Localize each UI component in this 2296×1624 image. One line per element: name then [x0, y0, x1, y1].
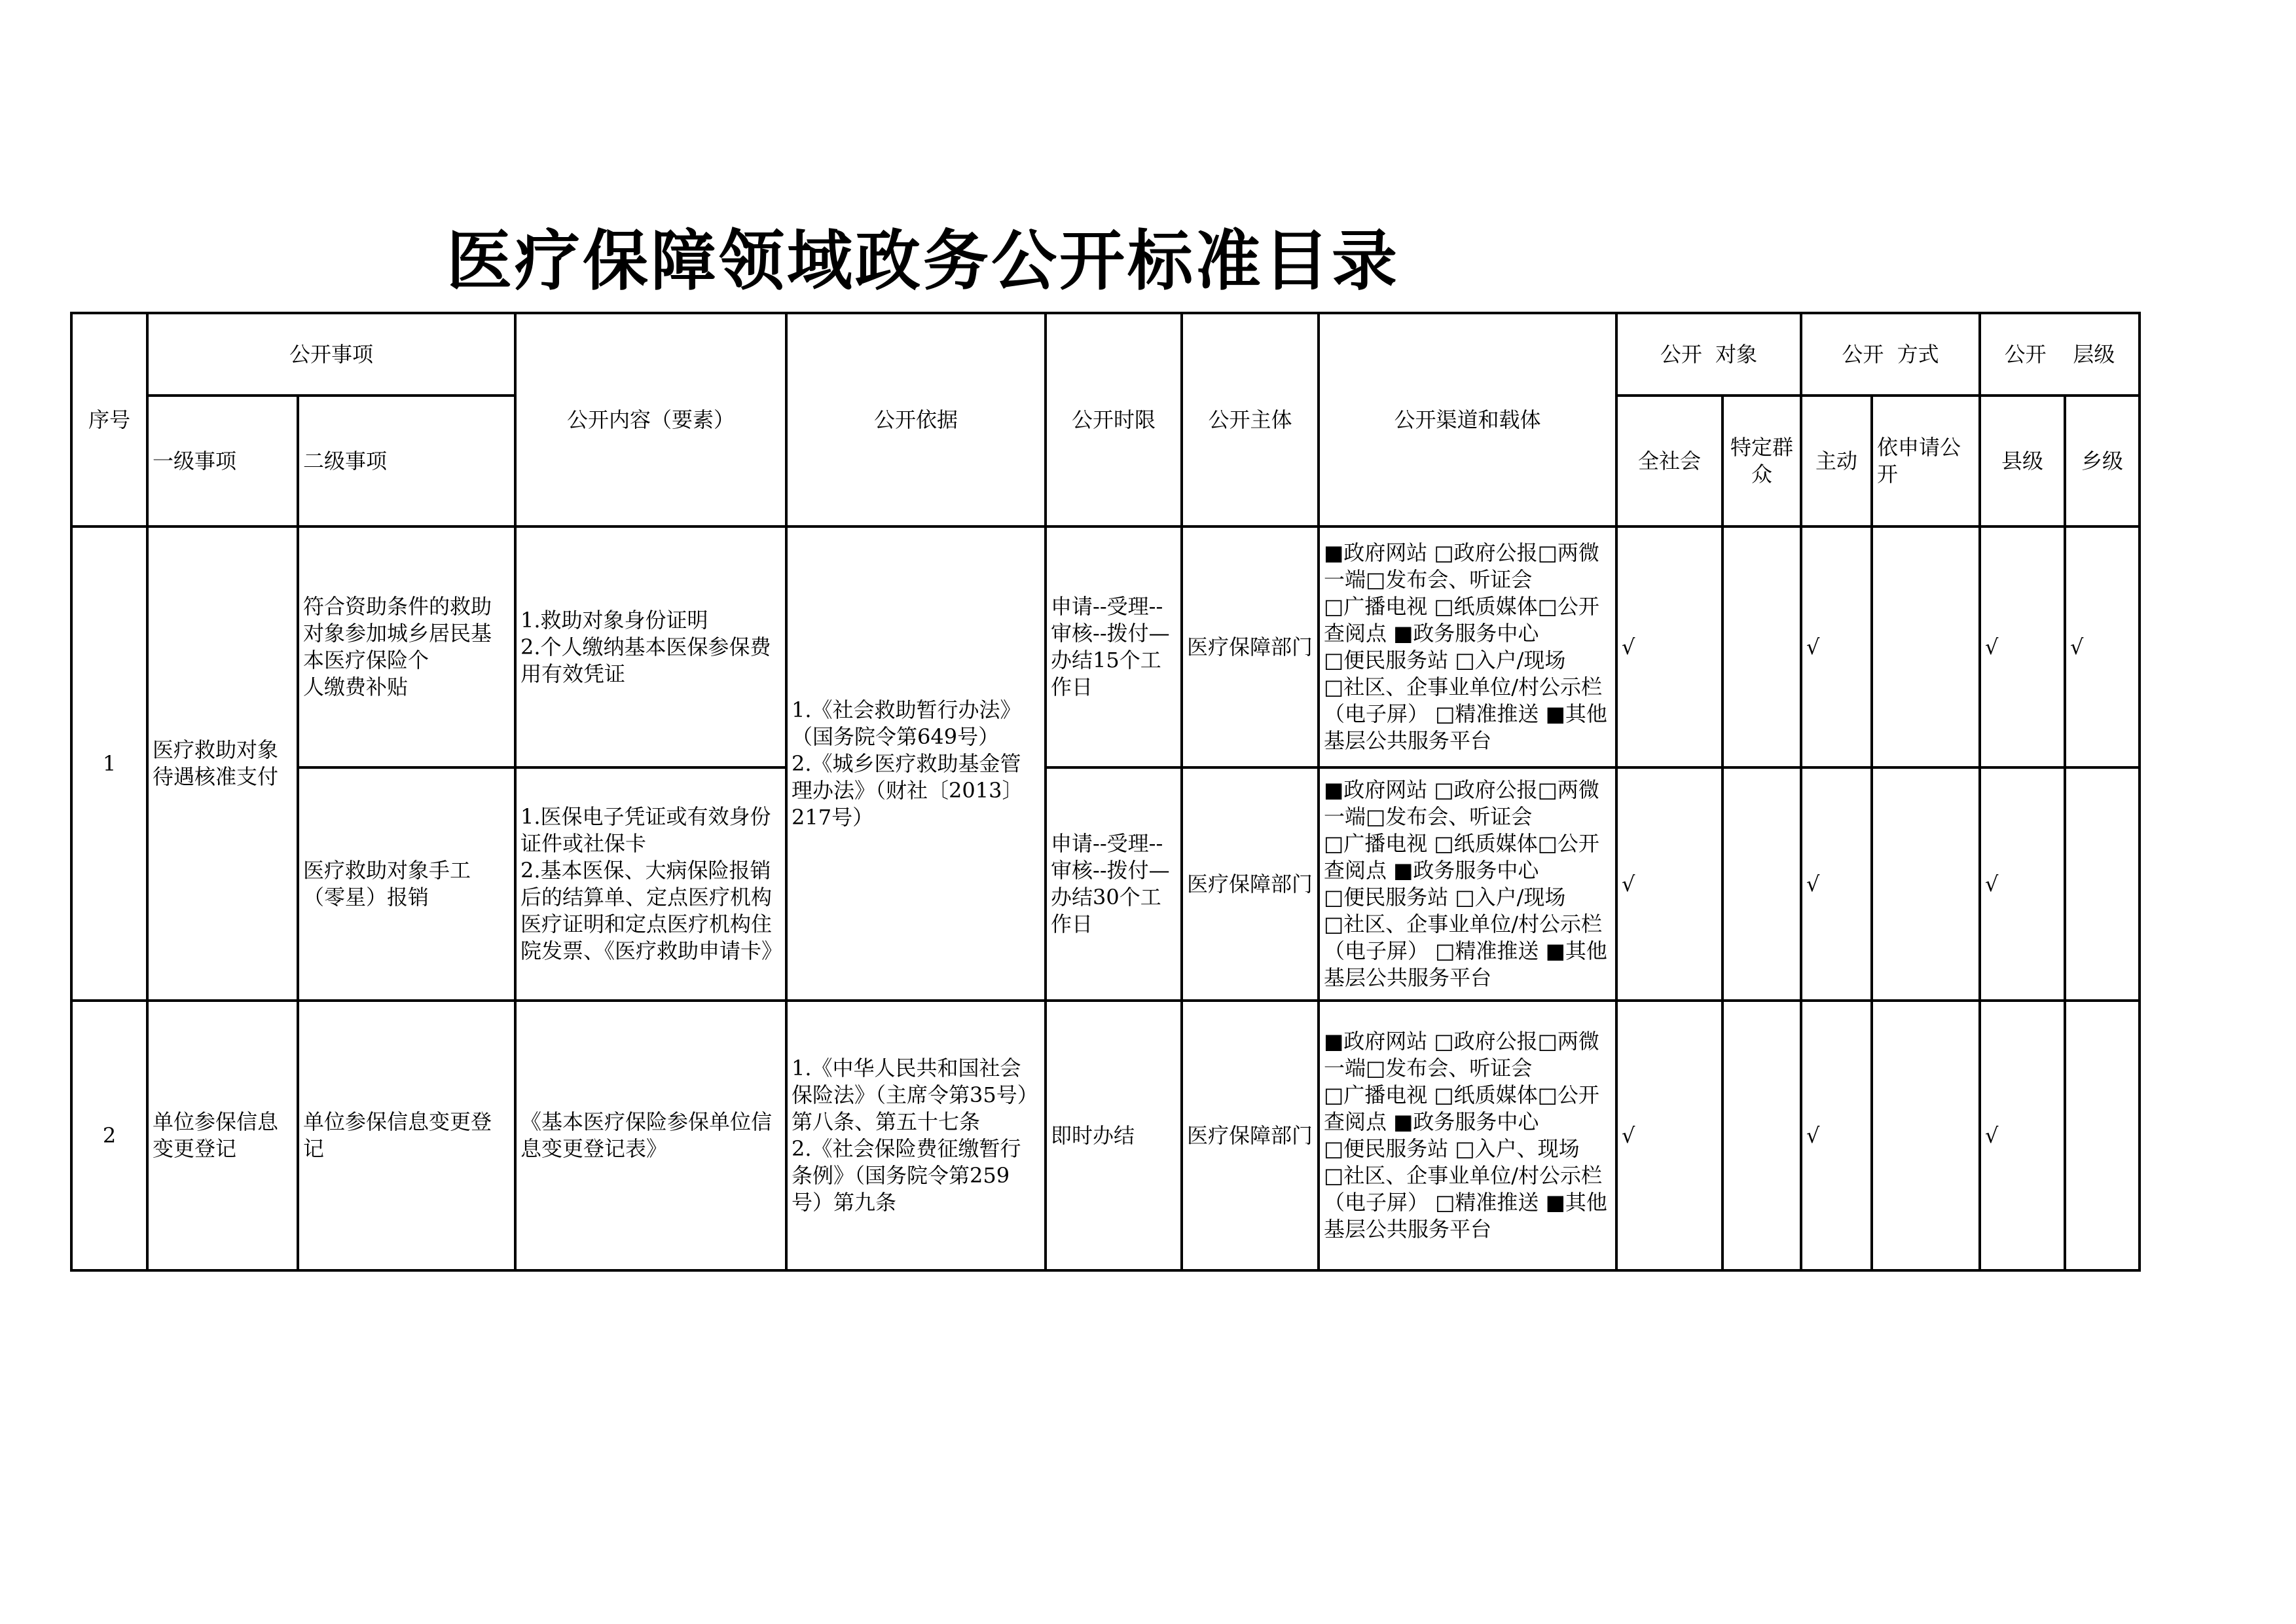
row-mode-request — [1872, 526, 1980, 767]
row-time-limit: 即时办结 — [1046, 1001, 1182, 1270]
header-seq: 序号 — [71, 313, 147, 526]
row-target-specific — [1722, 1001, 1801, 1270]
header-level-county: 县级 — [1980, 396, 2065, 526]
row-level-county: √ — [1980, 526, 2065, 767]
header-target-all: 全社会 — [1616, 396, 1722, 526]
row-subject: 医疗保障部门 — [1182, 767, 1319, 1001]
row-subject: 医疗保障部门 — [1182, 526, 1319, 767]
row-subject: 医疗保障部门 — [1182, 1001, 1319, 1270]
row-level-town — [2065, 767, 2140, 1001]
row-level-town: √ — [2065, 526, 2140, 767]
row-mode-active: √ — [1801, 1001, 1872, 1270]
row-target-all: √ — [1616, 767, 1722, 1001]
row-content: 1.救助对象身份证明 2.个人缴纳基本医保参保费用有效凭证 — [515, 526, 786, 767]
row-target-specific — [1722, 526, 1801, 767]
row-level-county: √ — [1980, 767, 2065, 1001]
row-level2: 符合资助条件的救助对象参加城乡居民基本医疗保险个 人缴费补贴 — [298, 526, 515, 767]
header-time-limit: 公开时限 — [1046, 313, 1182, 526]
row-channels: ■政府网站 □政府公报□两微一端□发布会、听证会 □广播电视 □纸质媒体□公开查阅点 ■政务服务中心 □便民服务站 □入户/现场 □社区、企事业单位/村公示栏（电子屏） □精准推送 ■其他基层公共服务平台 — [1319, 767, 1616, 1001]
row-content: 《基本医疗保险参保单位信息变更登记表》 — [515, 1001, 786, 1270]
row-seq: 2 — [71, 1001, 147, 1270]
row-time-limit: 申请--受理--审核--拨付— 办结30个工作日 — [1046, 767, 1182, 1001]
table-row — [71, 526, 2140, 767]
row-target-all: √ — [1616, 526, 1722, 767]
header-mode-request: 依申请公开 — [1872, 396, 1980, 526]
header-target-specific: 特定群众 — [1722, 396, 1801, 526]
header-mode-active: 主动 — [1801, 396, 1872, 526]
row-mode-request — [1872, 1001, 1980, 1270]
row-mode-active: √ — [1801, 767, 1872, 1001]
row-time-limit: 申请--受理--审核--拨付— 办结15个工作日 — [1046, 526, 1182, 767]
header-mode: 公开 方式 — [1801, 313, 1980, 396]
header-basis: 公开依据 — [786, 313, 1046, 526]
row-basis: 1.《社会救助暂行办法》（国务院令第649号） 2.《城乡医疗救助基金管理办法》（财社〔2013〕217号） — [786, 526, 1046, 1001]
header-level: 公开 层级 — [1980, 313, 2140, 396]
header-level2: 二级事项 — [298, 396, 515, 526]
row-mode-active: √ — [1801, 526, 1872, 767]
page-title: 医疗保障领域政务公开标准目录 — [446, 222, 1400, 299]
row-target-specific — [1722, 767, 1801, 1001]
row-target-all: √ — [1616, 1001, 1722, 1270]
row-level1: 单位参保信息变更登记 — [147, 1001, 298, 1270]
row-mode-request — [1872, 767, 1980, 1001]
table-row — [71, 767, 2140, 1001]
header-target: 公开 对象 — [1616, 313, 1801, 396]
header-row-1 — [71, 313, 2140, 396]
row-seq: 1 — [71, 526, 147, 1001]
catalog-table — [70, 312, 2141, 1272]
row-level2: 单位参保信息变更登记 — [298, 1001, 515, 1270]
row-channels: ■政府网站 □政府公报□两微一端□发布会、听证会 □广播电视 □纸质媒体□公开查阅点 ■政务服务中心 □便民服务站 □入户/现场 □社区、企事业单位/村公示栏（电子屏） □精准推送 ■其他基层公共服务平台 — [1319, 526, 1616, 767]
header-content: 公开内容（要素） — [515, 313, 786, 526]
row-level-county: √ — [1980, 1001, 2065, 1270]
row-channels: ■政府网站 □政府公报□两微一端□发布会、听证会 □广播电视 □纸质媒体□公开查阅点 ■政务服务中心 □便民服务站 □入户、现场 □社区、企事业单位/村公示栏（电子屏） □精准推送 ■其他基层公共服务平台 — [1319, 1001, 1616, 1270]
header-items: 公开事项 — [147, 313, 515, 396]
header-channels: 公开渠道和载体 — [1319, 313, 1616, 526]
row-content: 1.医保电子凭证或有效身份证件或社保卡 2.基本医保、大病保险报销后的结算单、定点医疗机构医疗证明和定点医疗机构住院发票、《医疗救助申请卡》 — [515, 767, 786, 1001]
row-level1: 医疗救助对象待遇核准支付 — [147, 526, 298, 1001]
header-subject: 公开主体 — [1182, 313, 1319, 526]
row-level2: 医疗救助对象手工（零星）报销 — [298, 767, 515, 1001]
row-basis: 1.《中华人民共和国社会保险法》（主席令第35号）第八条、第五十七条 2.《社会保险费征缴暂行条例》（国务院令第259号）第九条 — [786, 1001, 1046, 1270]
table-row — [71, 1001, 2140, 1270]
row-level-town — [2065, 1001, 2140, 1270]
header-level-town: 乡级 — [2065, 396, 2140, 526]
header-level1: 一级事项 — [147, 396, 298, 526]
